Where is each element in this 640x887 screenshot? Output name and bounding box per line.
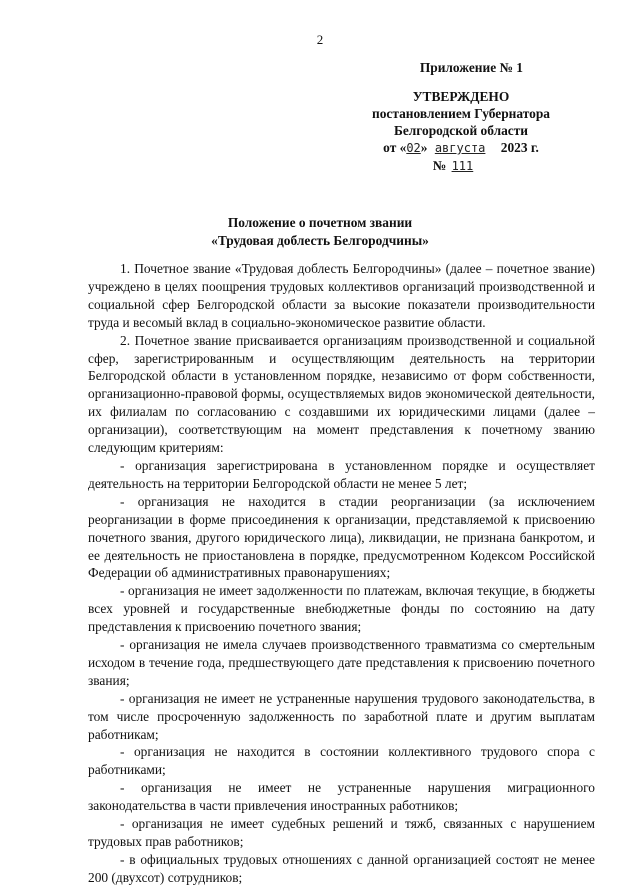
- approval-date: [366, 139, 556, 157]
- paragraph-2: 2. Почетное звание присваивается организациям производственной и социальной сфер, зарегистрированным и осуществляющим деятельность на территории Белгородской области в установленном порядке, независимо от форм собственности, организационно-правовой формы, осуществляемых видов экономической деятельности, их филиалам по согласованию с создавшими их юридическими лицами (далее – организации), соответствующим на момент представления к почетному званию следующим критериям:: [88, 332, 595, 456]
- title-line-2: «Трудовая доблесть Белгородчины»: [211, 233, 429, 248]
- criterion-item: - организация не имеет задолженности по платежам, включая текущие, в бюджеты всех уровней и государственные внебюджетные фонды по состоянию на дату представления к присвоению почетного звания;: [88, 583, 595, 635]
- document-title: [0, 214, 640, 250]
- date-day: 02: [406, 141, 421, 155]
- date-month: августа: [434, 141, 486, 155]
- title-line-1: Положение о почетном звании: [227, 215, 413, 230]
- document-body: [88, 260, 595, 887]
- criterion-item: - организация не находится в стадии реорганизации (за исключением реорганизации в форме присоединения к организации, представляемой к присвоению почетного звания, другого юридического лица), ликвидации, не признана банкротом, и ее деятельность не приостановлена в порядке, предусмотренном Кодексом Российской Федерации об административных правонарушениях;: [88, 493, 595, 581]
- criterion-item: - организация не находится в состоянии коллективного трудового спора с работниками;: [88, 744, 595, 778]
- criterion-item: - организация не имеет не устраненные нарушения миграционного законодательства в части привлечения иностранных работников;: [88, 780, 595, 814]
- number-value: 111: [451, 159, 474, 173]
- approval-line-2: Белгородской области: [393, 123, 529, 138]
- approval-number: [366, 157, 556, 175]
- paragraph-1: 1. Почетное звание «Трудовая доблесть Белгородчины» (далее – почетное звание) учреждено в целях поощрения трудовых коллективов организаций производственной и социальной сфер Белгородской области за высокие показатели производительности труда и весомый вклад в социально-экономическое развитие области.: [88, 261, 595, 330]
- approval-block: [366, 88, 556, 175]
- criterion-item: - в официальных трудовых отношениях с данной организацией состоят не менее 200 (двухсот) сотрудников;: [88, 851, 595, 885]
- page-number: 2: [316, 32, 324, 47]
- date-year: 2023 г.: [500, 140, 539, 155]
- number-prefix: №: [432, 158, 447, 173]
- criterion-item: - организация не имеет судебных решений и тяжб, связанных с нарушением трудовых прав работников;: [88, 816, 595, 849]
- date-mid: »: [420, 140, 428, 155]
- criterion-item: - организация зарегистрирована в установленном порядке и осуществляет деятельность на территории Белгородской области не менее 5 лет;: [88, 457, 595, 491]
- criterion-item: - организация не имела случаев производственного травматизма со смертельным исходом в течение года, предшествующего дате представления к присвоению почетного звания;: [88, 637, 595, 688]
- criterion-item: - организация не имеет не устраненные нарушения трудового законодательства, в том числе просроченную задолженность по заработной плате и другим выплатам работникам;: [88, 690, 595, 742]
- date-prefix: от «: [383, 140, 407, 155]
- appendix-label: Приложение № 1: [419, 60, 523, 75]
- approval-line-1: постановлением Губернатора: [372, 106, 550, 121]
- approval-heading: УТВЕРЖДЕНО: [412, 89, 510, 104]
